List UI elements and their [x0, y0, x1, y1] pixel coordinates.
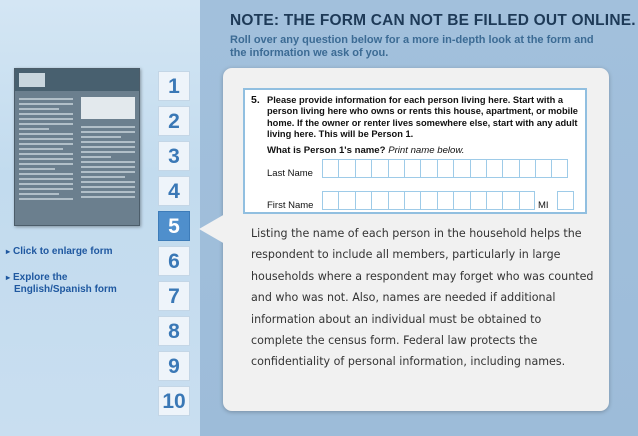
form-prompt-hint: Print name below. [388, 145, 465, 156]
form-instruction: Please provide information for each person living here. Start with a person living here who owns or rents this house, apartment, or mobile home. If the owner or renter lives somewhere else, start with any adult living here. This will be Person 1. [267, 95, 578, 140]
thumbnail-column-right [79, 123, 137, 226]
explore-form-link[interactable] [6, 272, 117, 296]
form-question-excerpt [243, 88, 587, 214]
thumbnail-logo [19, 73, 45, 87]
enlarge-form-link-label: Click to enlarge form [13, 246, 113, 257]
question-button-7[interactable]: 7 [158, 281, 190, 311]
question-button-8[interactable]: 8 [158, 316, 190, 346]
explore-form-link-label-1: Explore the [13, 272, 68, 283]
note-subtitle: Roll over any question below for a more in-depth look at the form and the information we ask of you. [230, 34, 594, 59]
form-prompt-text: What is Person 1's name? [267, 145, 386, 156]
form-thumbnail[interactable] [14, 68, 140, 226]
question-button-10[interactable]: 10 [158, 386, 190, 416]
triangle-right-icon: ▸ [6, 247, 11, 256]
last-name-label: Last Name [267, 168, 313, 179]
mi-label: MI [538, 200, 549, 211]
form-question-number: 5. [251, 94, 260, 106]
first-name-boxes [322, 191, 535, 210]
explore-form-link-label-2: English/Spanish form [14, 284, 117, 295]
question-button-2[interactable]: 2 [158, 106, 190, 136]
enlarge-form-link[interactable] [6, 246, 112, 258]
triangle-right-icon: ▸ [6, 273, 11, 282]
question-button-3[interactable]: 3 [158, 141, 190, 171]
question-button-6[interactable]: 6 [158, 246, 190, 276]
first-name-label: First Name [267, 200, 314, 211]
mi-box [557, 191, 574, 210]
question-description: Listing the name of each person in the household helps the respondent to include all members, particularly in large households where a respondent may forget who was counted and who was not. Also, names are needed if additional information about an individual must be obtained to complete the census form. Federal law protects the confidentiality of personal information, including names. [251, 227, 594, 369]
question-button-5[interactable]: 5 [158, 211, 190, 241]
question-button-9[interactable]: 9 [158, 351, 190, 381]
callout-pointer [199, 214, 225, 244]
last-name-boxes [322, 159, 568, 178]
note-title: NOTE: THE FORM CAN NOT BE FILLED OUT ONLINE. [230, 12, 636, 29]
question-button-1[interactable]: 1 [158, 71, 190, 101]
thumbnail-highlight-box [81, 97, 135, 119]
thumbnail-column-left [17, 95, 75, 223]
question-button-4[interactable]: 4 [158, 176, 190, 206]
form-prompt [267, 145, 464, 156]
